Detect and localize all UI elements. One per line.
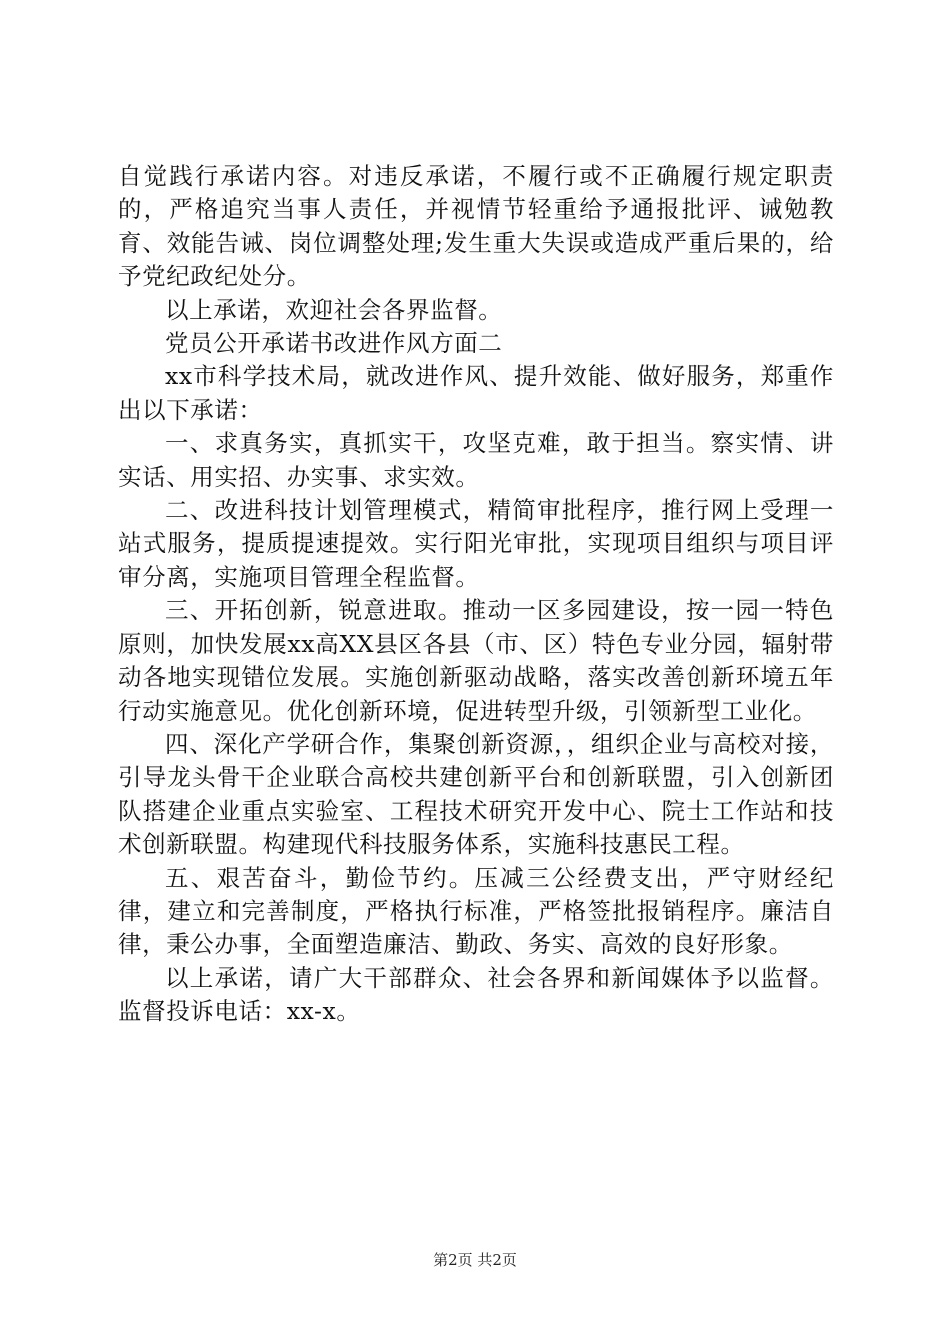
commitment-item-1: 一、求真务实，真抓实干，攻坚克难，敢于担当。察实情、讲实话、用实招、办实事、求实效。	[118, 429, 834, 491]
closing-paragraph: 以上承诺，请广大干部群众、社会各界和新闻媒体予以监督。监督投诉电话：xx-x。	[118, 963, 834, 1026]
commitment-item-5: 五、艰苦奋斗，勤俭节约。压减三公经费支出，严守财经纪律，建立和完善制度，严格执行标准，严格签批报销程序。廉洁自律，秉公办事，全面塑造廉洁、勤政、务实、高效的良好形象。	[118, 863, 834, 959]
commitment-item-3: 三、开拓创新，锐意进取。推动一区多园建设，按一园一特色原则，加快发展xx高XX县区各县（市、区）特色专业分园，辐射带动各地实现错位发展。实施创新驱动战略，落实改善创新环境五年行动实施意见。优化创新环境，促进转型升级，引领新型工业化。	[118, 596, 834, 725]
paragraph-1: 自觉践行承诺内容。对违反承诺，不履行或不正确履行规定职责的，严格追究当事人责任，并视情节轻重给予通报批评、诫勉教育、效能告诫、岗位调整处理;发生重大失误或造成严重后果的，给予党纪政纪处分。	[118, 162, 834, 291]
commitment-item-2: 二、改进科技计划管理模式，精简审批程序，推行网上受理一站式服务，提质提速提效。实行阳光审批，实现项目组织与项目评审分离，实施项目管理全程监督。	[118, 496, 834, 591]
paragraph-2: 以上承诺，欢迎社会各界监督。	[165, 295, 503, 324]
paragraph-4: xx市科学技术局，就改进作风、提升效能、做好服务，郑重作出以下承诺：	[118, 362, 834, 424]
section-heading: 党员公开承诺书改进作风方面二	[165, 329, 503, 358]
document-body	[118, 160, 834, 1029]
page-number-footer: 第2页 共2页	[433, 1251, 517, 1269]
commitment-item-4: 四、深化产学研合作，集聚创新资源，，组织企业与高校对接，引导龙头骨干企业联合高校共建创新平台和创新联盟，引入创新团队搭建企业重点实验室、工程技术研究开发中心、院士工作站和技术创新联盟。构建现代科技服务体系，实施科技惠民工程。	[118, 729, 834, 859]
